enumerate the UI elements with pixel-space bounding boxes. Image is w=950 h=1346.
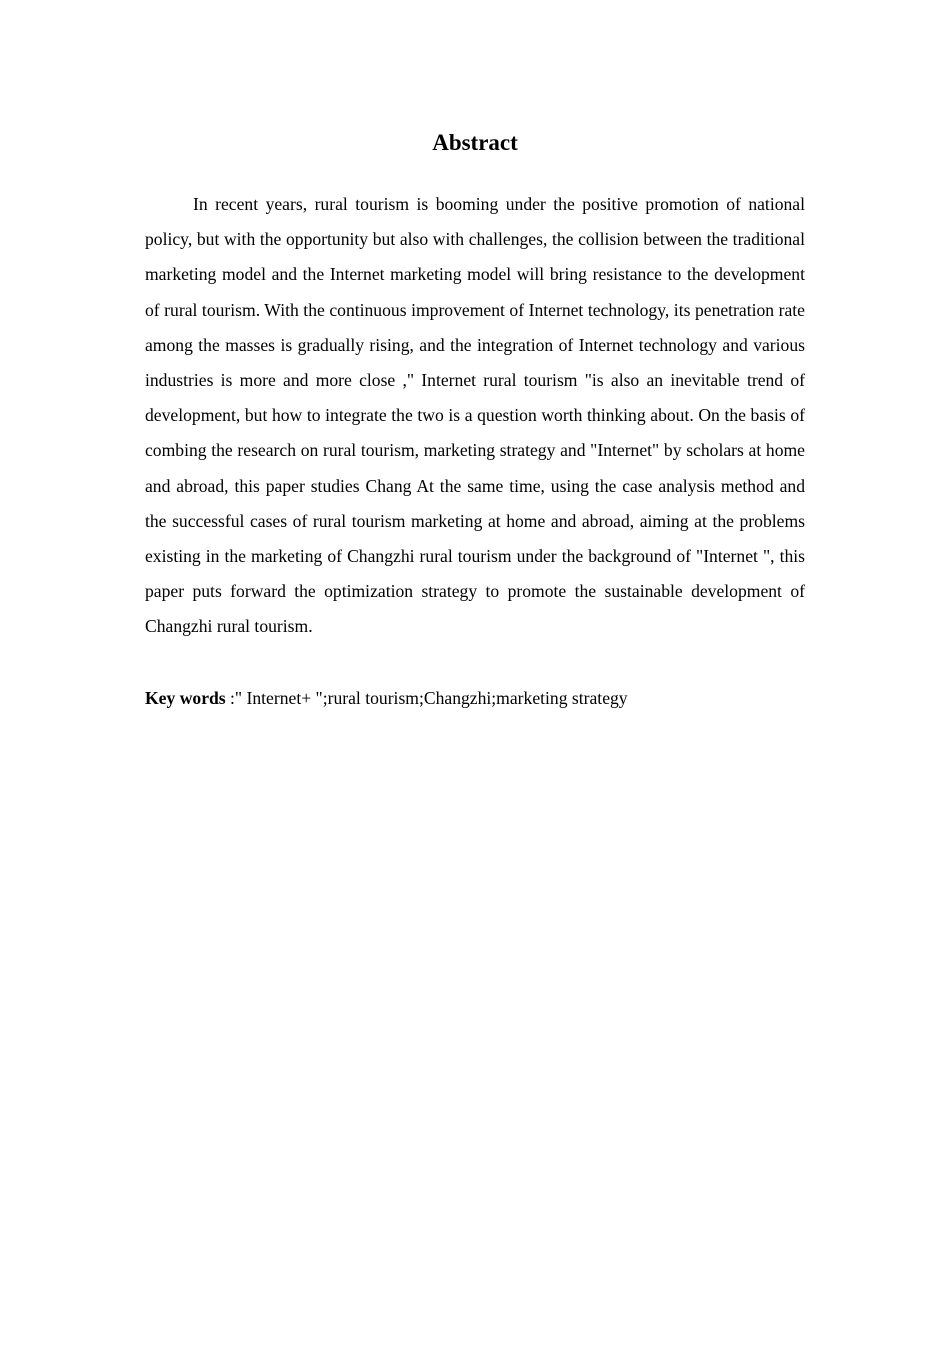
abstract-title: Abstract [432, 130, 518, 155]
abstract-body: In recent years, rural tourism is booming under the positive promotion of national policy, but with the opportunity but also with challenges, the collision between the traditional marketing model and the Internet marketing model will bring resistance to the development of rural tourism. With the continuous improvement of Internet technology, its penetration rate among the masses is gradually rising, and the integration of Internet technology and various industries is more and more close ," Internet rural tourism "is also an inevitable trend of development, but how to integrate the two is a question worth thinking about. On the basis of combing the research on rural tourism, marketing strategy and "Internet" by scholars at home and abroad, this paper studies Chang At the same time, using the case analysis method and the successful cases of rural tourism marketing at home and abroad, aiming at the problems existing in the marketing of Changzhi rural tourism under the background of "Internet ", this paper puts forward the optimization strategy to promote the sustainable development of Changzhi rural tourism. [145, 194, 805, 637]
keywords-line [145, 681, 805, 716]
keywords-label: Key words [145, 688, 226, 708]
keywords-value: :" Internet+ ";rural tourism;Changzhi;marketing strategy [225, 688, 628, 708]
